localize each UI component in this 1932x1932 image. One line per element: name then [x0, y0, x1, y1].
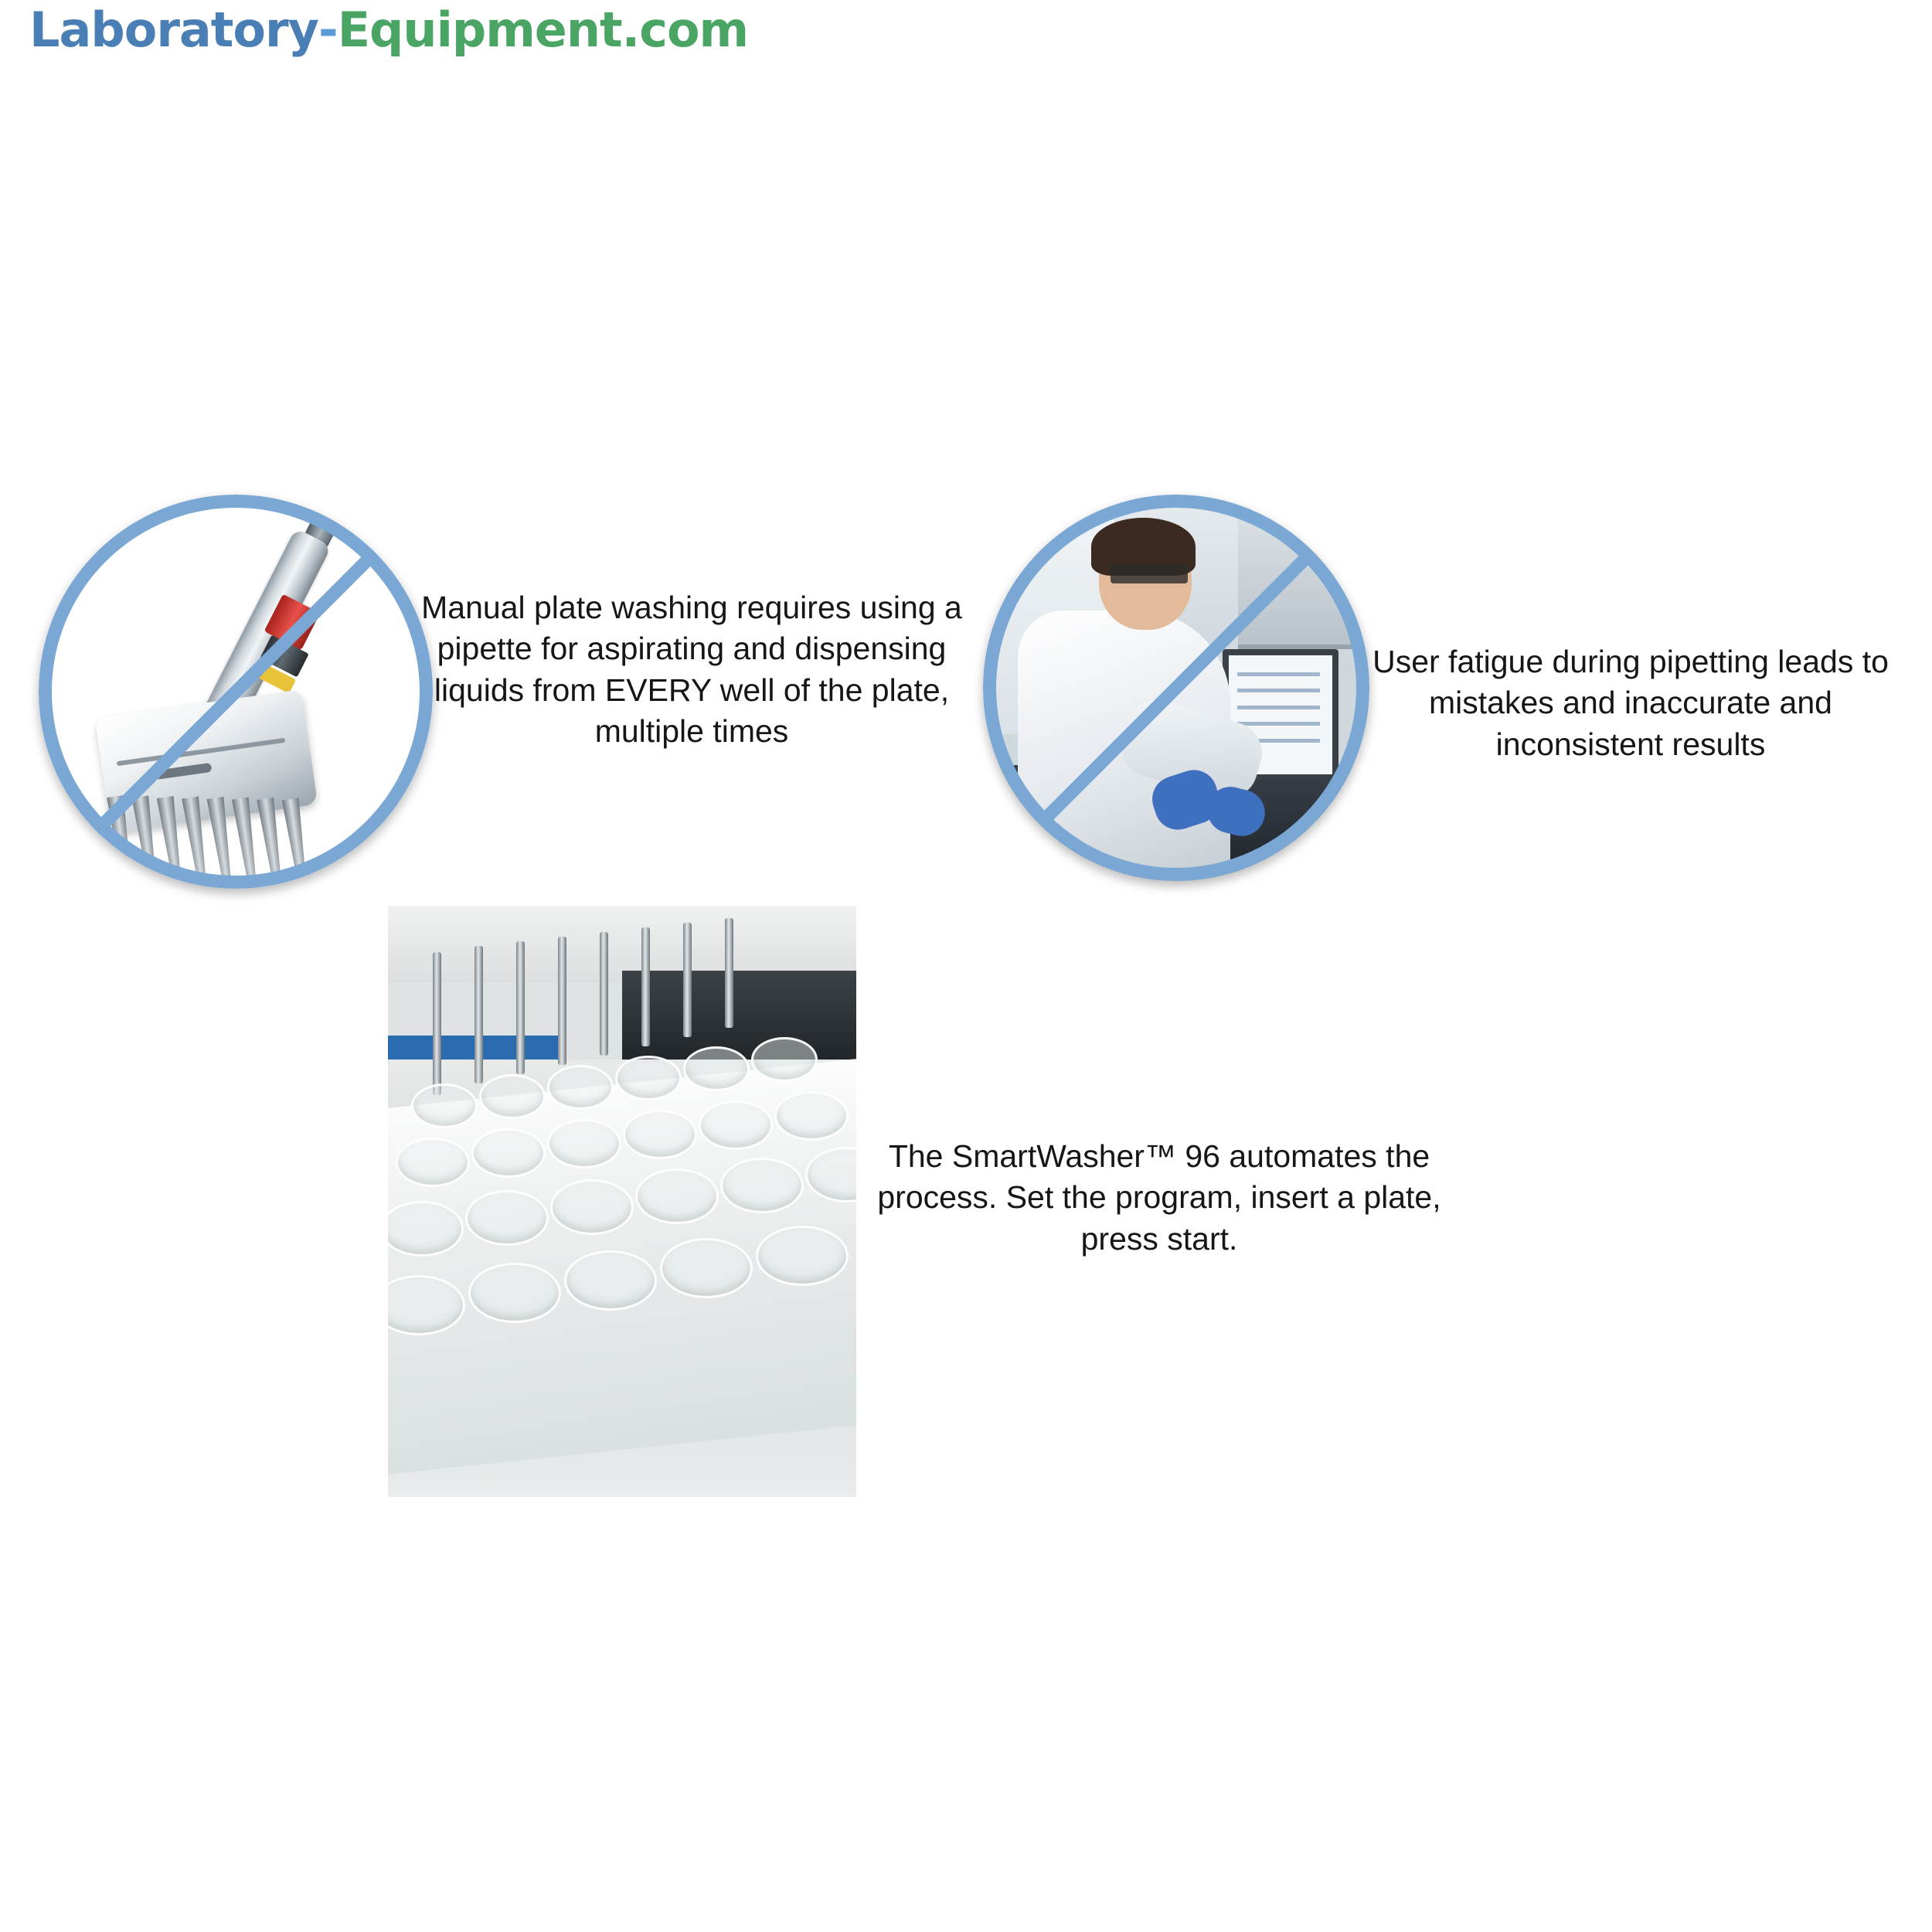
- microplate-well: [471, 1128, 546, 1178]
- site-logo[interactable]: [29, 2, 748, 58]
- microplate-well: [660, 1238, 753, 1298]
- microplate-well: [564, 1250, 657, 1311]
- lab-cabinet: [1238, 495, 1354, 649]
- microplate-well: [774, 1091, 849, 1141]
- caption-user-fatigue: User fatigue during pipetting leads to mistakes and inaccurate and inconsistent results: [1372, 644, 1889, 762]
- washer-needle-icon: [600, 932, 608, 1056]
- pipette-tip-icon: [282, 798, 311, 889]
- microplate-well: [547, 1065, 614, 1110]
- washer-needle-icon: [516, 941, 525, 1074]
- washer-needle-icon: [683, 923, 692, 1037]
- microplate-well: [756, 1226, 849, 1286]
- pipette-illustration: [39, 495, 433, 889]
- logo-text-dash: -: [318, 2, 338, 58]
- laboratory-illustration: [983, 495, 1369, 881]
- microplate-well: [683, 1046, 750, 1091]
- pipette-tip-icon: [257, 798, 286, 889]
- washer-needle-icon: [725, 918, 733, 1028]
- washer-needle-icon: [558, 937, 566, 1065]
- caption-smartwasher: The SmartWasher™ 96 automates the process. Set the program, insert a plate, press start.: [877, 1138, 1441, 1257]
- scientist-photo: [983, 495, 1369, 881]
- logo-text-laboratory: Laboratory: [29, 2, 318, 58]
- washer-needle-icon: [641, 927, 650, 1046]
- microplate-well: [468, 1263, 561, 1323]
- pipette-photo: [39, 495, 433, 889]
- caption-manual-pipetting: Manual plate washing requires using a pipette for aspirating and dispensing liquids from EVERY well of the plate, multiple times: [421, 590, 962, 749]
- microplate-well: [720, 1158, 804, 1213]
- microplate-well: [623, 1110, 697, 1159]
- microplate-well: [479, 1074, 546, 1119]
- microplate-well: [396, 1138, 470, 1187]
- microplate-well: [635, 1168, 719, 1224]
- microplate-well: [547, 1119, 621, 1168]
- washer-needle-icon: [474, 946, 483, 1083]
- logo-text-dotcom: .com: [621, 2, 749, 58]
- prohibition-badge-user-fatigue: [983, 495, 1369, 881]
- microplate-well: [465, 1190, 549, 1246]
- safety-glasses-icon: [1111, 564, 1188, 583]
- smartwasher-photo: [388, 906, 856, 1497]
- microplate-well: [751, 1037, 818, 1082]
- microplate-well: [615, 1056, 682, 1100]
- microplate-well: [411, 1083, 478, 1128]
- logo-text-equipment: Equipment: [337, 2, 622, 58]
- microplate-well: [550, 1179, 634, 1235]
- washer-needle-icon: [433, 952, 441, 1095]
- prohibition-badge-manual-pipetting: [39, 495, 433, 889]
- microplate-well: [699, 1100, 773, 1150]
